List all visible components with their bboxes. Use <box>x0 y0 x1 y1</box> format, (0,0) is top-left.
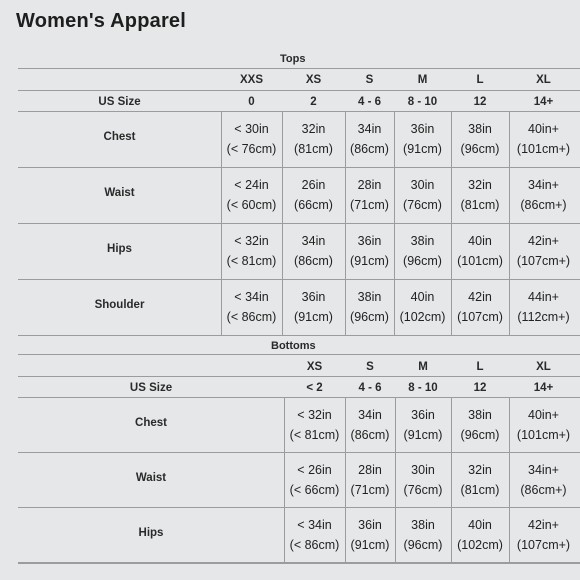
inch-value: < 34in <box>297 517 332 532</box>
measurement-cell <box>509 287 578 327</box>
tops-size-name: M <box>417 74 428 86</box>
inch-value: 30in <box>411 462 435 477</box>
cm-value: (102cm) <box>399 310 446 324</box>
inch-value: 40in+ <box>528 407 559 422</box>
cm-value: (81cm) <box>460 482 500 497</box>
inch-value: < 24in <box>234 178 269 192</box>
bottoms-row-label: Hips <box>138 526 164 539</box>
inch-value: 34in <box>358 407 382 422</box>
inch-value: 36in <box>410 122 435 136</box>
inch-value: < 32in <box>297 407 332 422</box>
bottoms-size-name: XL <box>536 361 551 373</box>
tops-us-size: 0 <box>248 96 255 108</box>
cm-value: (71cm) <box>350 198 389 212</box>
inch-value: 42in+ <box>528 517 559 532</box>
inch-value: 42in <box>468 290 492 304</box>
inch-value: 32in <box>301 122 326 136</box>
measurement-cell <box>345 231 394 271</box>
cm-value: (86cm) <box>350 142 389 156</box>
cm-value: (101cm) <box>457 254 503 268</box>
bottoms-us-size: 8 - 10 <box>408 382 438 394</box>
inch-value: 30in <box>410 178 435 192</box>
inch-value: 34in+ <box>528 462 559 477</box>
measurement-cell <box>284 460 345 500</box>
measurement-cell <box>282 175 345 215</box>
measurement-cell <box>451 515 509 555</box>
cm-value: (101cm+) <box>516 142 571 156</box>
cm-value: (< 76cm) <box>226 142 277 156</box>
bottoms-row-rule <box>18 507 580 508</box>
measurement-cell <box>451 287 509 327</box>
tops-col-rule <box>282 111 283 335</box>
inch-value: 40in+ <box>528 122 559 136</box>
measurement-cell <box>451 405 509 445</box>
cm-value: (66cm) <box>294 198 333 212</box>
inch-value: 26in <box>301 178 326 192</box>
bottoms-col-rule <box>345 397 346 562</box>
cm-value: (107cm) <box>457 310 503 324</box>
bottoms-col-rule <box>284 397 285 562</box>
measurement-cell <box>395 515 451 555</box>
measurement-cell <box>221 231 282 271</box>
cm-value: (81cm) <box>460 198 500 212</box>
inch-value: 40in <box>410 290 435 304</box>
inch-value: 36in <box>301 290 326 304</box>
bottoms-size-name: L <box>476 361 484 373</box>
bottoms-size-rule <box>18 376 580 377</box>
measurement-cell <box>221 175 282 215</box>
tops-col-rule <box>394 111 395 335</box>
tops-us-size: 8 - 10 <box>407 96 438 108</box>
bottoms-size-name: M <box>418 361 428 373</box>
cm-value: (71cm) <box>350 482 390 497</box>
tops-size-name: S <box>365 74 374 86</box>
tops-row-rule <box>18 223 580 224</box>
bottoms-us-size: < 2 <box>306 382 323 394</box>
measurement-cell <box>451 460 509 500</box>
inch-value: 38in <box>468 122 492 136</box>
measurement-cell <box>394 119 451 159</box>
cm-value: (< 86cm) <box>289 537 340 552</box>
bottoms-row-label: Chest <box>135 416 167 429</box>
measurement-cell <box>509 231 578 271</box>
inch-value: 38in <box>357 290 382 304</box>
measurement-cell <box>451 119 509 159</box>
measurement-cell <box>282 231 345 271</box>
inch-value: 34in+ <box>528 178 559 192</box>
tops-us-size-label: US Size <box>98 96 141 108</box>
bottoms-size-name: S <box>366 361 374 373</box>
bottoms-bottom-rule <box>18 563 580 564</box>
cm-value: (91cm) <box>294 310 333 324</box>
measurement-cell <box>282 287 345 327</box>
tops-col-rule <box>221 111 222 335</box>
measurement-cell <box>509 119 578 159</box>
inch-value: 40in <box>468 517 492 532</box>
tops-row-label: Shoulder <box>94 299 145 311</box>
bottoms-col-rule <box>451 397 452 562</box>
cm-value: (< 81cm) <box>226 254 277 268</box>
page-title: Women's Apparel <box>16 10 187 32</box>
measurement-cell <box>509 460 578 500</box>
cm-value: (86cm) <box>294 254 333 268</box>
measurement-cell <box>451 175 509 215</box>
measurement-cell <box>395 460 451 500</box>
cm-value: (91cm) <box>350 537 390 552</box>
measurement-cell <box>509 515 578 555</box>
cm-value: (91cm) <box>403 142 442 156</box>
inch-value: < 26in <box>297 462 332 477</box>
cm-value: (112cm+) <box>517 310 570 324</box>
tops-row-label: Hips <box>107 243 132 255</box>
cm-value: (91cm) <box>403 427 443 442</box>
tops-top-rule <box>18 68 580 69</box>
bottoms-us-size-label: US Size <box>129 382 173 394</box>
measurement-cell <box>345 287 394 327</box>
bottoms-col-rule <box>395 397 396 562</box>
tops-row-label: Waist <box>104 187 135 199</box>
inch-value: 36in <box>358 517 382 532</box>
bottoms-us-size: 4 - 6 <box>358 382 382 394</box>
tops-us-size: 2 <box>310 96 317 108</box>
cm-value: (< 86cm) <box>226 310 277 324</box>
tops-size-name: XL <box>536 74 551 86</box>
bottoms-top-rule <box>18 354 580 355</box>
inch-value: 44in+ <box>528 290 559 304</box>
tops-row-label: Chest <box>103 131 136 143</box>
inch-value: 34in <box>301 234 326 248</box>
inch-value: 32in <box>468 178 492 192</box>
tops-section-title: Tops <box>280 53 306 65</box>
tops-col-rule <box>345 111 346 335</box>
measurement-cell <box>451 231 509 271</box>
tops-size-rule <box>18 90 580 91</box>
tops-row-rule <box>18 335 580 336</box>
cm-value: (< 60cm) <box>226 198 277 212</box>
measurement-cell <box>394 175 451 215</box>
cm-value: (81cm) <box>294 142 333 156</box>
tops-col-rule <box>451 111 452 335</box>
inch-value: < 32in <box>234 234 269 248</box>
tops-us-size: 14+ <box>533 96 554 108</box>
cm-value: (76cm) <box>403 482 443 497</box>
tops-size-name: XXS <box>239 74 263 86</box>
cm-value: (96cm) <box>460 427 500 442</box>
tops-col-rule <box>509 111 510 335</box>
tops-size-name: L <box>476 74 484 86</box>
tops-us-size: 12 <box>473 96 487 108</box>
cm-value: (< 81cm) <box>289 427 340 442</box>
cm-value: (76cm) <box>403 198 442 212</box>
measurement-cell <box>345 175 394 215</box>
measurement-cell <box>282 119 345 159</box>
tops-row-rule <box>18 279 580 280</box>
bottoms-section-title: Bottoms <box>271 340 316 352</box>
measurement-cell <box>509 175 578 215</box>
cm-value: (96cm) <box>403 254 442 268</box>
measurement-cell <box>509 405 578 445</box>
cm-value: (96cm) <box>350 310 389 324</box>
measurement-cell <box>394 287 451 327</box>
bottoms-us-size: 12 <box>473 382 487 394</box>
bottoms-row-label: Waist <box>135 471 167 484</box>
measurement-cell <box>345 119 394 159</box>
inch-value: 36in <box>411 407 435 422</box>
inch-value: 42in+ <box>528 234 559 248</box>
tops-us-size: 4 - 6 <box>357 96 381 108</box>
inch-value: < 30in <box>234 122 269 136</box>
bottoms-us-size: 14+ <box>533 382 554 394</box>
cm-value: (< 66cm) <box>289 482 340 497</box>
tops-size-name: XS <box>305 74 322 86</box>
measurement-cell <box>345 460 395 500</box>
inch-value: 32in <box>468 462 492 477</box>
bottoms-header-rule <box>18 397 580 398</box>
inch-value: 36in <box>357 234 382 248</box>
measurement-cell <box>345 405 395 445</box>
inch-value: 38in <box>410 234 435 248</box>
cm-value: (102cm) <box>457 537 503 552</box>
measurement-cell <box>394 231 451 271</box>
cm-value: (91cm) <box>350 254 389 268</box>
cm-value: (86cm+) <box>520 198 567 212</box>
cm-value: (86cm) <box>350 427 390 442</box>
cm-value: (96cm) <box>403 537 443 552</box>
cm-value: (86cm+) <box>520 482 567 497</box>
measurement-cell <box>221 119 282 159</box>
cm-value: (107cm+) <box>516 254 571 268</box>
tops-header-rule <box>18 111 580 112</box>
inch-value: 34in <box>357 122 382 136</box>
measurement-cell <box>395 405 451 445</box>
inch-value: 28in <box>358 462 382 477</box>
tops-row-rule <box>18 167 580 168</box>
inch-value: 28in <box>357 178 382 192</box>
cm-value: (107cm+) <box>516 537 571 552</box>
bottoms-col-rule <box>509 397 510 562</box>
measurement-cell <box>284 405 345 445</box>
cm-value: (101cm+) <box>516 427 571 442</box>
measurement-cell <box>345 515 395 555</box>
bottoms-row-rule <box>18 452 580 453</box>
inch-value: 40in <box>468 234 492 248</box>
inch-value: < 34in <box>234 290 269 304</box>
cm-value: (96cm) <box>460 142 500 156</box>
bottoms-size-name: XS <box>306 361 323 373</box>
inch-value: 38in <box>468 407 492 422</box>
measurement-cell <box>221 287 282 327</box>
measurement-cell <box>284 515 345 555</box>
inch-value: 38in <box>411 517 435 532</box>
